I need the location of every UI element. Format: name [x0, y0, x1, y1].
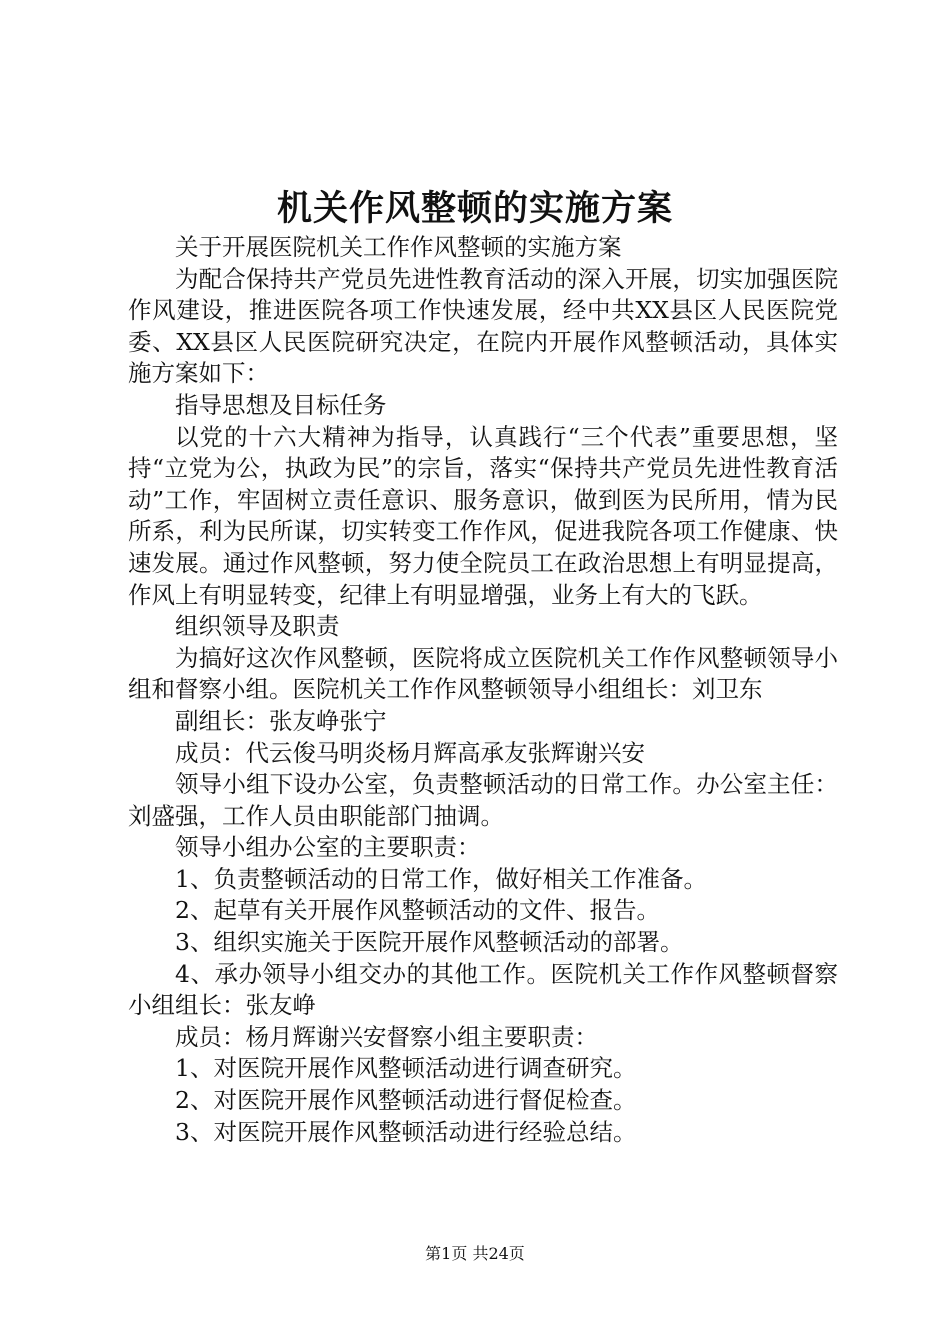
list-item: 2、对医院开展作风整顿活动进行督促检查。: [175, 1086, 637, 1115]
list-item: 1、对医院开展作风整顿活动进行调查研究。: [175, 1054, 637, 1083]
page-number-footer: 第1页 共24页: [425, 1244, 525, 1263]
list-item: 3、对医院开展作风整顿活动进行经验总结。: [175, 1117, 637, 1146]
paragraph-members: 成员：代云俊马明炎杨月辉高承友张辉谢兴安: [175, 738, 645, 767]
list-item: 4、承办领导小组交办的其他工作。医院机关工作作风整顿督察小组组长：张友峥: [128, 959, 838, 1020]
list-item: 3、组织实施关于医院开展作风整顿活动的部署。: [175, 928, 684, 957]
document-body: [128, 232, 838, 1148]
paragraph-supervision-members: 成员：杨月辉谢兴安督察小组主要职责：: [175, 1022, 598, 1051]
section-heading-organization: 组织领导及职责: [175, 612, 340, 641]
paragraph-office-duties-heading: 领导小组办公室的主要职责：: [175, 833, 481, 862]
paragraph-leading-group: 为搞好这次作风整顿，医院将成立医院机关工作作风整顿领导小组和督察小组。医院机关工作作风整顿领导小组组长：刘卫东: [128, 643, 838, 704]
paragraph-subtitle: 关于开展医院机关工作作风整顿的实施方案: [175, 233, 622, 261]
document-title: 机关作风整顿的实施方案: [276, 188, 673, 229]
paragraph-guiding-ideology: 以党的十六大精神为指导，认真践行“三个代表”重要思想，坚持“立党为公，执政为民”的宗旨，落实“保持共产党员先进性教育活动”工作，牢固树立责任意识、服务意识，做到医为民所用，情为民所系，利为民所谋，切实转变工作作风，促进我院各项工作健康、快速发展。通过作风整顿，努力使全院员工在政治思想上有明显提高，作风上有明显转变，纪律上有明显增强，业务上有大的飞跃。: [128, 422, 838, 609]
list-item: 2、起草有关开展作风整顿活动的文件、报告。: [175, 896, 660, 925]
paragraph-deputy-leaders: 副组长：张友峥张宁: [175, 706, 387, 735]
paragraph-office: 领导小组下设办公室，负责整顿活动的日常工作。办公室主任：刘盛强，工作人员由职能部门抽调。: [128, 770, 838, 830]
section-heading-guiding-ideology: 指导思想及目标任务: [175, 390, 387, 419]
list-item: 1、负责整顿活动的日常工作，做好相关工作准备。: [175, 864, 707, 893]
paragraph-intro: 为配合保持共产党员先进性教育活动的深入开展，切实加强医院作风建设，推进医院各项工作快速发展，经中共XX县区人民医院党委、XX县区人民医院研究决定，在院内开展作风整顿活动，具体实施方案如下：: [128, 264, 838, 388]
